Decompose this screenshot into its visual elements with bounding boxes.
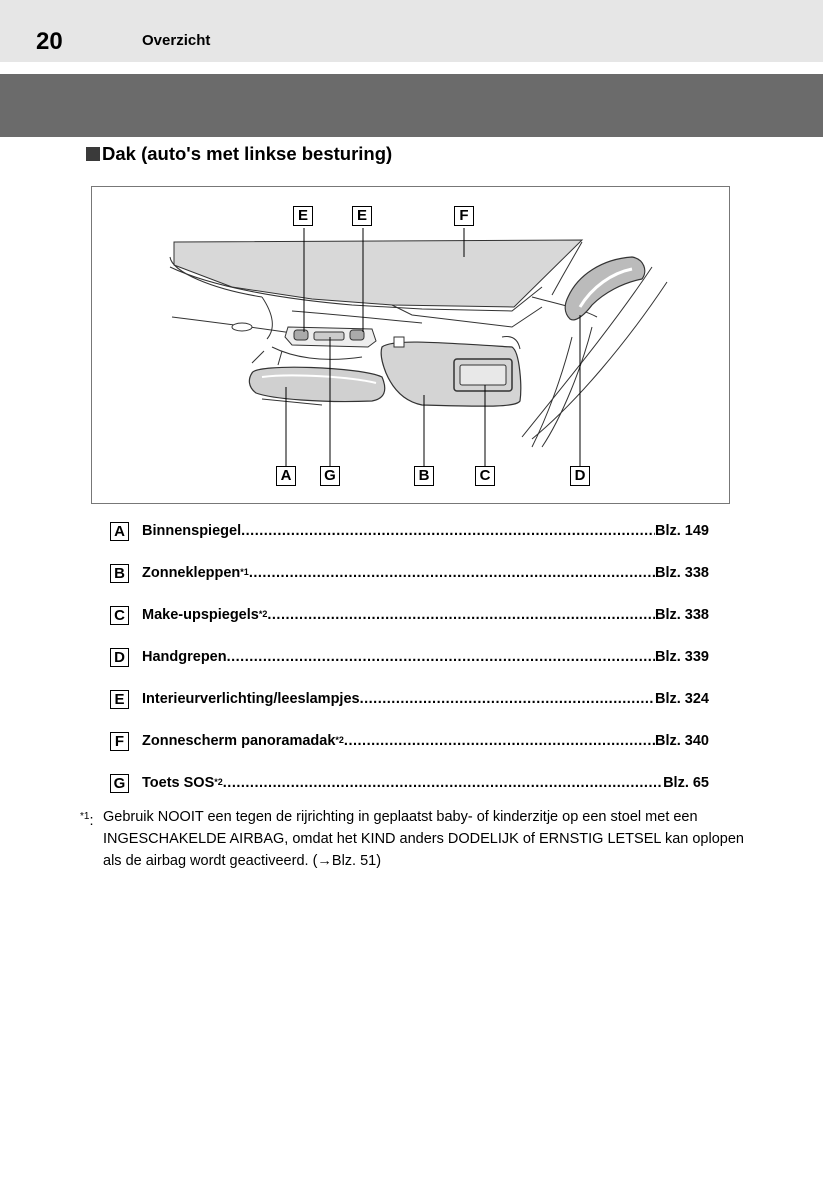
legend-note: *1	[240, 567, 249, 577]
legend-label: Toets SOS	[142, 775, 215, 791]
callout-c: C	[475, 466, 495, 486]
legend-page-ref[interactable]: Blz. 338	[655, 607, 709, 623]
legend-item-e[interactable]	[110, 688, 710, 710]
leader-dots	[249, 565, 655, 581]
footnote-marker: *1	[80, 811, 90, 822]
footnote-mark	[80, 806, 93, 832]
roof-illustration	[91, 186, 730, 504]
section-title-text: Dak (auto's met linkse besturing)	[102, 143, 393, 164]
callout-b: B	[414, 466, 434, 486]
callout-e-right: E	[352, 206, 372, 226]
callout-a: A	[276, 466, 296, 486]
leader-dots	[344, 733, 655, 749]
chapter-band	[0, 74, 823, 137]
leader-dots	[223, 775, 663, 791]
legend-item-a[interactable]	[110, 520, 710, 542]
legend-key: G	[110, 774, 129, 793]
legend-label: Handgrepen	[142, 649, 227, 665]
callout-e-left: E	[293, 206, 313, 226]
footnote-text: Gebruik NOOIT een tegen de rijrichting in geplaatst baby- of kinderzitje op een stoel met een INGESCHAKELDE AIRBAG, omdat het KIND anders DODELIJK of ERNSTIG LETSEL kan oplopen als de airbag wordt geactiveerd. (→Blz. 51)	[103, 809, 744, 869]
legend-label: Binnenspiegel	[142, 523, 242, 539]
legend-key: C	[110, 606, 129, 625]
legend-key: D	[110, 648, 129, 667]
legend-item-f[interactable]	[110, 730, 710, 752]
legend-note: *2	[335, 735, 344, 745]
header-bar	[0, 0, 823, 62]
footnote-separator: :	[89, 812, 94, 829]
legend-page-ref[interactable]: Blz. 65	[663, 775, 709, 791]
legend-label: Zonnekleppen	[142, 565, 241, 581]
leader-dots	[241, 523, 655, 539]
page-number: 20	[36, 28, 63, 55]
legend-item-b[interactable]	[110, 562, 710, 584]
legend-page-ref[interactable]: Blz. 149	[655, 523, 709, 539]
roof-drawing	[92, 187, 731, 505]
legend-item-g[interactable]	[110, 772, 710, 794]
legend-page-ref[interactable]: Blz. 339	[655, 649, 709, 665]
chapter-title: Overzicht	[142, 32, 211, 49]
legend-note: *2	[214, 777, 223, 787]
legend-label: Zonnescherm panoramadak	[142, 733, 336, 749]
legend-item-c[interactable]	[110, 604, 710, 626]
legend-key: B	[110, 564, 129, 583]
leader-dots	[227, 649, 655, 665]
leader-dots	[267, 607, 655, 623]
leader-dots	[360, 691, 655, 707]
legend-key: A	[110, 522, 129, 541]
section-title	[86, 143, 392, 165]
square-bullet-icon	[86, 147, 100, 161]
legend-item-d[interactable]	[110, 646, 710, 668]
legend-page-ref[interactable]: Blz. 324	[655, 691, 709, 707]
callout-d: D	[570, 466, 590, 486]
legend-label: Make-upspiegels	[142, 607, 259, 623]
legend-page-ref[interactable]: Blz. 338	[655, 565, 709, 581]
legend-page-ref[interactable]: Blz. 340	[655, 733, 709, 749]
callout-f: F	[454, 206, 474, 226]
legend-label: Interieurverlichting/leeslampjes	[142, 691, 360, 707]
callout-g: G	[320, 466, 340, 486]
legend-note: *2	[258, 609, 268, 619]
legend-key: F	[110, 732, 129, 751]
legend-key: E	[110, 690, 129, 709]
